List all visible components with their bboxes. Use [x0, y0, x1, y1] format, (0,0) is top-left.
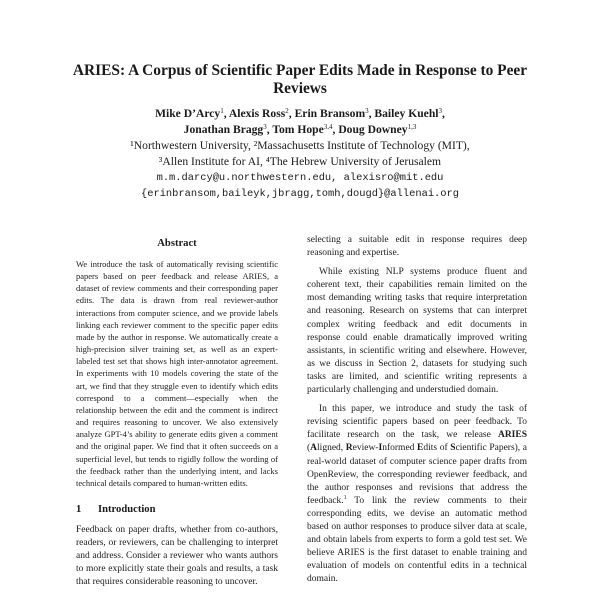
- text-run: cientific Papers), a real-world dataset of computer science paper drafts from OpenReview, the corresponding reviewer feedback, and the author responses and revisions that address the feedback.: [307, 443, 528, 506]
- author-affil-mark: 2: [285, 107, 289, 115]
- left-column: [76, 237, 278, 589]
- right-paragraph-1: While existing NLP systems produce fluent and coherent text, their capabilities remain limited on the most demanding writing tasks that require interpretation and reasoning. Research on systems that can interpret complex writing feedback and edit documents in response could enable dramatically improved writing assistants, in scientific writing and elsewhere. However, as we discuss in Section 2, datasets for studying such tasks are limited, and scientific writing represents a particularly challenging and understudied domain.: [307, 267, 527, 396]
- text-run: eview-: [352, 443, 379, 454]
- section-title: Introduction: [98, 503, 156, 515]
- author-name: Doug Downey: [338, 123, 408, 136]
- acronym-letter: I: [378, 443, 383, 454]
- author-affil-mark: 3: [263, 123, 267, 131]
- author-block: [40, 106, 560, 202]
- section-heading-introduction: [76, 503, 278, 516]
- right-column: [307, 234, 527, 586]
- author-name: Jonathan Bragg: [183, 123, 264, 136]
- author-affil-mark: 3: [438, 107, 443, 115]
- abstract-text: We introduce the task of automatically revising scientific papers based on peer feedback and release ARIES, a dataset of review comments and their corresponding paper edits. The data is drawn from real reviewer-author interactions from computer science, and we provide labels linking each reviewer comment to the specific paper edits made by the author in response. We automatically create a high-precision silver training set, as well as an expert-labeled test set that shows high inter-annotator agreement. In experiments with 10 models covering the state of the art, we find that they struggle even to identify which edits correspond to a comment—especially when the relationship between the edit and the comment is indirect and requires reasoning to uncover. We also extensively analyze GPT-4’s ability to generate edits given a comment and the original paper. We find that it often succeeds on a superficial level, but tends to rigidly follow the wording of the feedback rather than the underlying intent, and lacks technical details compared to human-written edits.: [76, 259, 278, 488]
- author-line-1: Mike D’Arcy$^1$, Alexis Ross$^2$, Erin Bransom$^3$, Bailey Kuehl$^3$,: [155, 107, 445, 120]
- paper-title: ARIES: A Corpus of Scientific Paper Edits Made in Response to Peer Reviews: [72, 62, 528, 97]
- right-paragraph-2: [307, 403, 527, 586]
- author-line-2: Jonathan Bragg$^3$, Tom Hope$^{3,4}$, Doug Downey$^{1,3}$: [183, 123, 417, 136]
- affiliation-line-2: ³Allen Institute for AI, ⁴The Hebrew University of Jerusalem: [158, 155, 442, 168]
- intro-paragraph-1: Feedback on paper drafts, whether from co-authors, readers, or reviewers, can be challenging to interpret and address. Consider a reviewer who wants authors to more explicitly state their goals and results, a task that requires considerable reasoning to uncover.: [76, 524, 278, 588]
- email-line-1: m.m.darcy@u.northwestern.edu, alexisro@mit.edu: [156, 172, 444, 184]
- author-affil-mark: 1,3: [407, 123, 417, 131]
- author-name: Tom Hope: [272, 123, 324, 136]
- affiliation-line-1: ¹Northwestern University, ²Massachusetts Institute of Technology (MIT),: [130, 139, 470, 152]
- author-name: Bailey Kuehl: [374, 107, 439, 120]
- acronym-letter: R: [345, 443, 353, 454]
- footnote-marker: 1: [343, 494, 347, 501]
- dataset-name: ARIES: [497, 430, 527, 441]
- text-run: dits of: [423, 443, 451, 454]
- acronym-letter: E: [417, 443, 424, 454]
- author-name: Mike D’Arcy: [155, 107, 221, 120]
- section-number: 1: [76, 503, 82, 515]
- acronym-letter: S: [450, 443, 456, 454]
- author-affil-mark: 3,4: [323, 123, 333, 131]
- text-run: nformed: [382, 443, 418, 454]
- author-name: Erin Bransom: [294, 107, 366, 120]
- text-run: ligned,: [317, 443, 346, 454]
- text-run: To link the review comments to their corresponding edits, we devise an automatic method based on author responses to produce silver data at scale, and obtain labels from experts to form a gold test set. We believe ARIES is the first dataset to enable training and evaluation of models on contentful edits in a technical domain.: [307, 495, 527, 585]
- acronym-letter: A: [310, 443, 318, 454]
- author-name: Alexis Ross: [228, 107, 286, 120]
- abstract-heading: Abstract: [157, 238, 197, 249]
- email-line-2: {erinbransom,baileyk,jbragg,tomh,dougd}@allenai.org: [140, 188, 459, 200]
- right-paragraph-0: selecting a suitable edit in response requires deep reasoning and expertise.: [307, 235, 527, 259]
- text-run: (: [307, 443, 311, 454]
- text-run: In this paper, we introduce and study the task of revising scientific papers based on peer feedback. To facilitate research on the task, we release: [307, 404, 527, 441]
- author-affil-mark: 1: [220, 107, 224, 115]
- author-affil-mark: 3: [365, 107, 369, 115]
